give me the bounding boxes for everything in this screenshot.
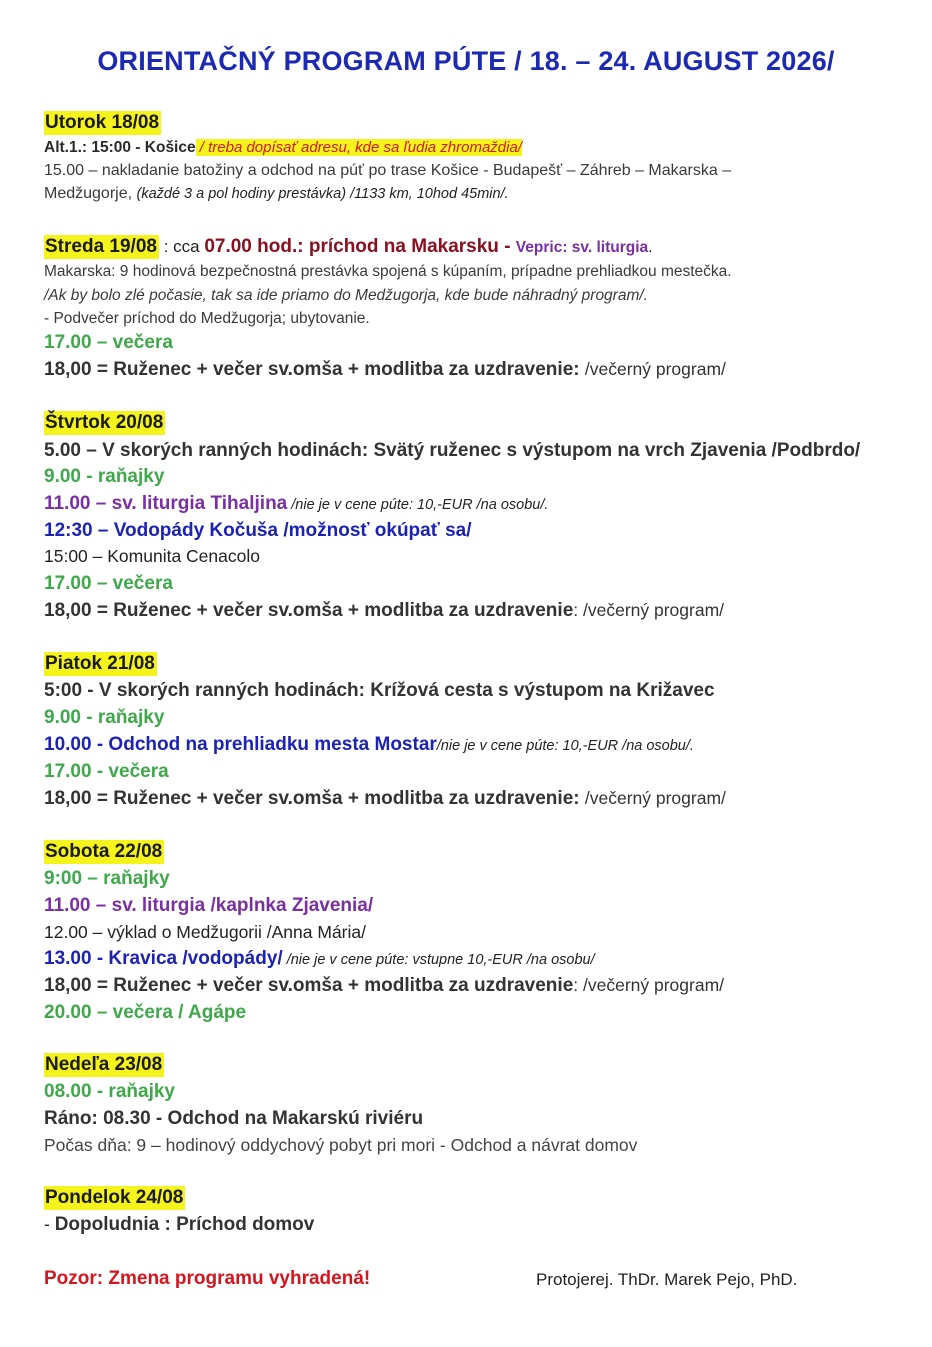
day-heading-wednesday <box>44 236 653 258</box>
page-title: ORIENTAČNÝ PROGRAM PÚTE / 18. – 24. AUGUST 2026/ <box>97 46 835 76</box>
day-heading-saturday <box>44 841 164 863</box>
day-heading-label: Piatok 21/08 <box>45 653 155 674</box>
friday-breakfast: 9.00 - raňajky <box>44 707 165 728</box>
tuesday-line-1: 15.00 – nakladanie batožiny a odchod na púť po trase Košice - Budapešť – Záhreb – Makarska – <box>44 162 732 179</box>
wednesday-line-3: - Podvečer príchod do Medžugorja; ubytovanie. <box>44 310 370 327</box>
address-note: / treba dopísať adresu, kde sa ľudia zhromaždia/ <box>195 139 522 156</box>
evening-program-note: : /večerný program/ <box>573 975 725 995</box>
thursday-waterfalls: 12:30 – Vodopády Kočuša /možnosť okúpať sa/ <box>44 520 472 541</box>
approx-label: : cca <box>158 237 205 256</box>
break-note: (každé 3 a pol hodiny prestávka) <box>136 186 347 202</box>
price-note: /nie je v cene púte: vstupne 10,-EUR /na osobu/ <box>282 952 595 968</box>
saturday-breakfast: 9:00 – raňajky <box>44 868 170 889</box>
tuesday-alt-line <box>44 139 522 157</box>
alt-departure: Alt.1.: 15:00 - Košice <box>44 139 196 156</box>
day-heading-label: Utorok 18/08 <box>45 112 160 133</box>
friday-line-1: 5:00 - V skorých ranných hodinách: Krížová cesta s výstupom na Križavec <box>44 680 715 701</box>
sunday-seaside: Počas dňa: 9 – hodinový oddychový pobyt pri mori - Odchod a návrat domov <box>44 1135 638 1155</box>
arrival-home: Dopoludnia : Príchod domov <box>54 1214 315 1235</box>
wednesday-dinner: 17.00 – večera <box>44 332 173 353</box>
monday-arrival <box>44 1214 314 1236</box>
saturday-kravica <box>44 948 595 970</box>
day-heading-label: Štvrtok 20/08 <box>45 412 164 433</box>
sunday-breakfast: 08.00 - raňajky <box>44 1081 175 1102</box>
signature: Protojerej. ThDr. Marek Pejo, PhD. <box>536 1270 798 1289</box>
friday-rosary <box>44 788 726 810</box>
friday-mostar <box>44 734 694 756</box>
saturday-lecture: 12.00 – výklad o Medžugorii /Anna Mária/ <box>44 922 366 942</box>
wednesday-line-2: /Ak by bolo zlé počasie, tak sa ide priamo do Medžugorja, kde bude náhradný program/. <box>44 287 648 304</box>
wednesday-rosary <box>44 359 726 381</box>
thursday-line-1: 5.00 – V skorých ranných hodinách: Svätý ruženec s výstupom na vrch Zjavenia /Podbrdo/ <box>44 440 861 461</box>
thursday-cenacolo: 15:00 – Komunita Cenacolo <box>44 546 260 566</box>
day-heading-label: Pondelok 24/08 <box>45 1187 184 1208</box>
tuesday-line-2 <box>44 185 509 203</box>
arrival-makarska: 07.00 hod.: príchod na Makarsku - <box>204 236 516 257</box>
rosary-text: 18,00 = Ruženec + večer sv.omša + modlitba za uzdravenie <box>44 600 574 621</box>
liturgy-vepric: Vepric: sv. liturgia <box>515 239 649 256</box>
change-warning: Pozor: Zmena programu vyhradená! <box>44 1268 371 1289</box>
rosary-text: 18,00 = Ruženec + večer sv.omša + modlitba za uzdravenie: <box>44 359 585 380</box>
dash: - <box>44 1214 55 1234</box>
evening-program-note: : /večerný program/ <box>573 600 725 620</box>
friday-dinner: 17.00 - večera <box>44 761 169 782</box>
sunday-departure: Ráno: 08.30 - Odchod na Makarskú riviéru <box>44 1108 424 1129</box>
route-end: Medžugorje, <box>44 185 137 202</box>
mostar-trip: 10.00 - Odchod na prehliadku mesta Mostar <box>44 734 437 755</box>
day-heading-thursday <box>44 412 165 434</box>
distance-note: /1133 km, 10hod 45min/. <box>346 186 509 202</box>
saturday-dinner: 20.00 – večera / Agápe <box>44 1002 247 1023</box>
price-note: /nie je v cene púte: 10,-EUR /na osobu/. <box>436 738 694 754</box>
rosary-text: 18,00 = Ruženec + večer sv.omša + modlitba za uzdravenie: <box>44 788 585 809</box>
rosary-text: 18,00 = Ruženec + večer sv.omša + modlitba za uzdravenie <box>44 975 574 996</box>
saturday-rosary <box>44 975 724 997</box>
day-heading-monday <box>44 1187 185 1209</box>
thursday-breakfast: 9.00 - raňajky <box>44 466 165 487</box>
day-heading-label: Streda 19/08 <box>45 236 157 257</box>
day-heading-sunday <box>44 1054 164 1076</box>
period: . <box>648 239 653 256</box>
thursday-rosary <box>44 600 724 622</box>
liturgy-tihaljina: 11.00 – sv. liturgia Tihaljina <box>44 493 288 514</box>
evening-program-note: /večerný program/ <box>584 359 726 379</box>
saturday-liturgy: 11.00 – sv. liturgia /kaplnka Zjavenia/ <box>44 895 374 916</box>
thursday-dinner: 17.00 – večera <box>44 573 173 594</box>
day-heading-friday <box>44 653 157 675</box>
day-heading-label: Nedeľa 23/08 <box>45 1054 163 1075</box>
evening-program-note: /večerný program/ <box>584 788 726 808</box>
thursday-liturgy <box>44 493 548 515</box>
day-heading-tuesday <box>44 112 161 134</box>
day-heading-label: Sobota 22/08 <box>45 841 163 862</box>
kravica-trip: 13.00 - Kravica /vodopády/ <box>44 948 283 969</box>
wednesday-line-1: Makarska: 9 hodinová bezpečnostná prestávka spojená s kúpaním, prípadne prehliadkou mestečka. <box>44 263 732 280</box>
price-note: /nie je v cene púte: 10,-EUR /na osobu/. <box>287 497 549 513</box>
